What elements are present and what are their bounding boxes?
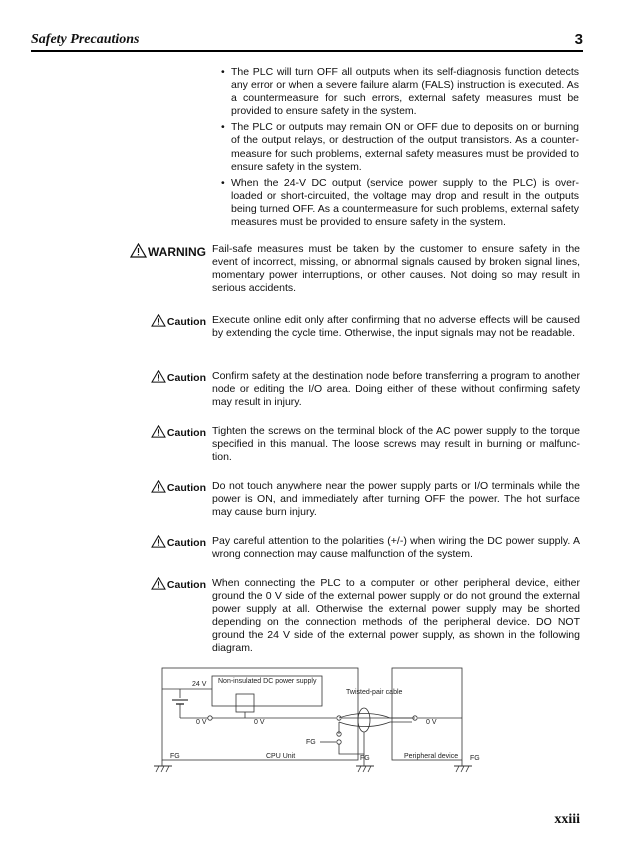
bullet-text: The PLC will turn OFF all outputs when its self-diagnosis function detects any error or when a severe failure alarm (FALS) instruction is executed. As a countermeasure for such errors, external safety measures must be provided to ensure safety in the system. (231, 66, 579, 118)
caution-label: Caution (96, 577, 206, 591)
caution-label: Caution (96, 535, 206, 549)
warning-triangle-icon (130, 243, 147, 258)
caution-text: Execute online edit only after confirming that no adverse effects will be caused by extending the cycle time. Otherwise, the input signals may not be readable. (212, 314, 580, 340)
caution-label: Caution (96, 425, 206, 439)
label-twisted-pair: Twisted-pair cable (346, 689, 403, 696)
bullet-text: The PLC or outputs may remain ON or OFF due to deposits on or burning of the output relays, or destruction of the output transistors. As a counter-measure for such problems, external safety measures must be provided to ensure safety in the system. (231, 121, 579, 173)
caution-text: When connecting the PLC to a computer or other peripheral device, either ground the 0 V side of the external power supply or do not ground the external power supply at all. Otherwise the external power supply may be shorted depending on the connection methods of the peripheral device. DO NOT ground the 24 V side of the external power supply, as shown in the following diagram. (212, 577, 580, 655)
caution-label: Caution (96, 370, 206, 384)
wiring-diagram (150, 662, 490, 782)
page-number: xxiii (554, 812, 580, 827)
label-24v: 24 V (192, 681, 207, 688)
label-0v-left: 0 V (196, 719, 207, 726)
caution-triangle-icon (151, 577, 166, 590)
caution-triangle-icon (151, 370, 166, 383)
label-peripheral: Peripheral device (404, 753, 459, 760)
caution-triangle-icon (151, 480, 166, 493)
label-fg-right: FG (470, 755, 480, 762)
caution-triangle-icon (151, 425, 166, 438)
caution-text: Tighten the screws on the terminal block of the AC power supply to the torque specified in this manual. The loose screws may result in burning or malfunc-tion. (212, 425, 580, 464)
warning-label: WARNING (96, 243, 206, 259)
caution-text: Pay careful attention to the polarities (+/-) when wiring the DC power supply. A wrong connection may cause malfunction of the system. (212, 535, 580, 561)
bullet-text: When the 24-V DC output (service power supply to the PLC) is over-loaded or short-circuited, the voltage may drop and result in the outputs being turned OFF. As a countermeasure for such problems, external safety measures must be provided to ensure safety in the system. (231, 176, 579, 229)
supply-block (236, 694, 254, 712)
header-title: Safety Precautions (31, 32, 140, 47)
caution-label: Caution (96, 480, 206, 494)
warning-text: Fail-safe measures must be taken by the customer to ensure safety in the event of incorrect, missing, or abnormal signals caused by broken signal lines, momentary power interruptions, or other causes. Not doing so may result in serious accidents. (212, 243, 580, 295)
caution-text: Confirm safety at the destination node before transferring a program to another node or editing the I/O area. Doing either of these without confirming safety may result in injury. (212, 370, 580, 409)
label-fg-mid: FG (306, 739, 316, 746)
section-number: 3 (574, 31, 583, 48)
page-header (31, 32, 583, 52)
bullet-item: • The PLC or outputs may remain ON or OFF due to deposits on or burning of the output relays, or destruction of the output transistors. As a counter-measure for such problems, external safety measures must be provided to ensure safety in the system. (221, 121, 579, 173)
peripheral-device-box (392, 668, 462, 760)
label-0v-mid: 0 V (254, 719, 265, 726)
caution-triangle-icon (151, 535, 166, 548)
label-dc-supply: Non-insulated DC power supply (218, 678, 317, 685)
label-fg-center: FG (360, 755, 370, 762)
bullet-item: • The PLC will turn OFF all outputs when its self-diagnosis function detects any error or when a severe failure alarm (FALS) instruction is executed. As a countermeasure for such errors, external safety measures must be provided to ensure safety in the system. (221, 66, 579, 118)
caution-text: Do not touch anywhere near the power supply parts or I/O terminals while the power is ON, and immediately after turning OFF the power. The hot surface may cause burn injury. (212, 480, 580, 519)
label-fg-left: FG (170, 753, 180, 760)
label-cpu-unit: CPU Unit (266, 753, 296, 760)
caution-triangle-icon (151, 314, 166, 327)
bullet-item: • When the 24-V DC output (service power supply to the PLC) is over-loaded or short-circuited, the voltage may drop and result in the outputs being turned OFF. As a countermeasure for such problems, external safety measures must be provided to ensure safety in the system. (221, 176, 579, 229)
caution-label: Caution (96, 314, 206, 328)
label-0v-right: 0 V (426, 719, 437, 726)
bullet-list (221, 66, 579, 232)
